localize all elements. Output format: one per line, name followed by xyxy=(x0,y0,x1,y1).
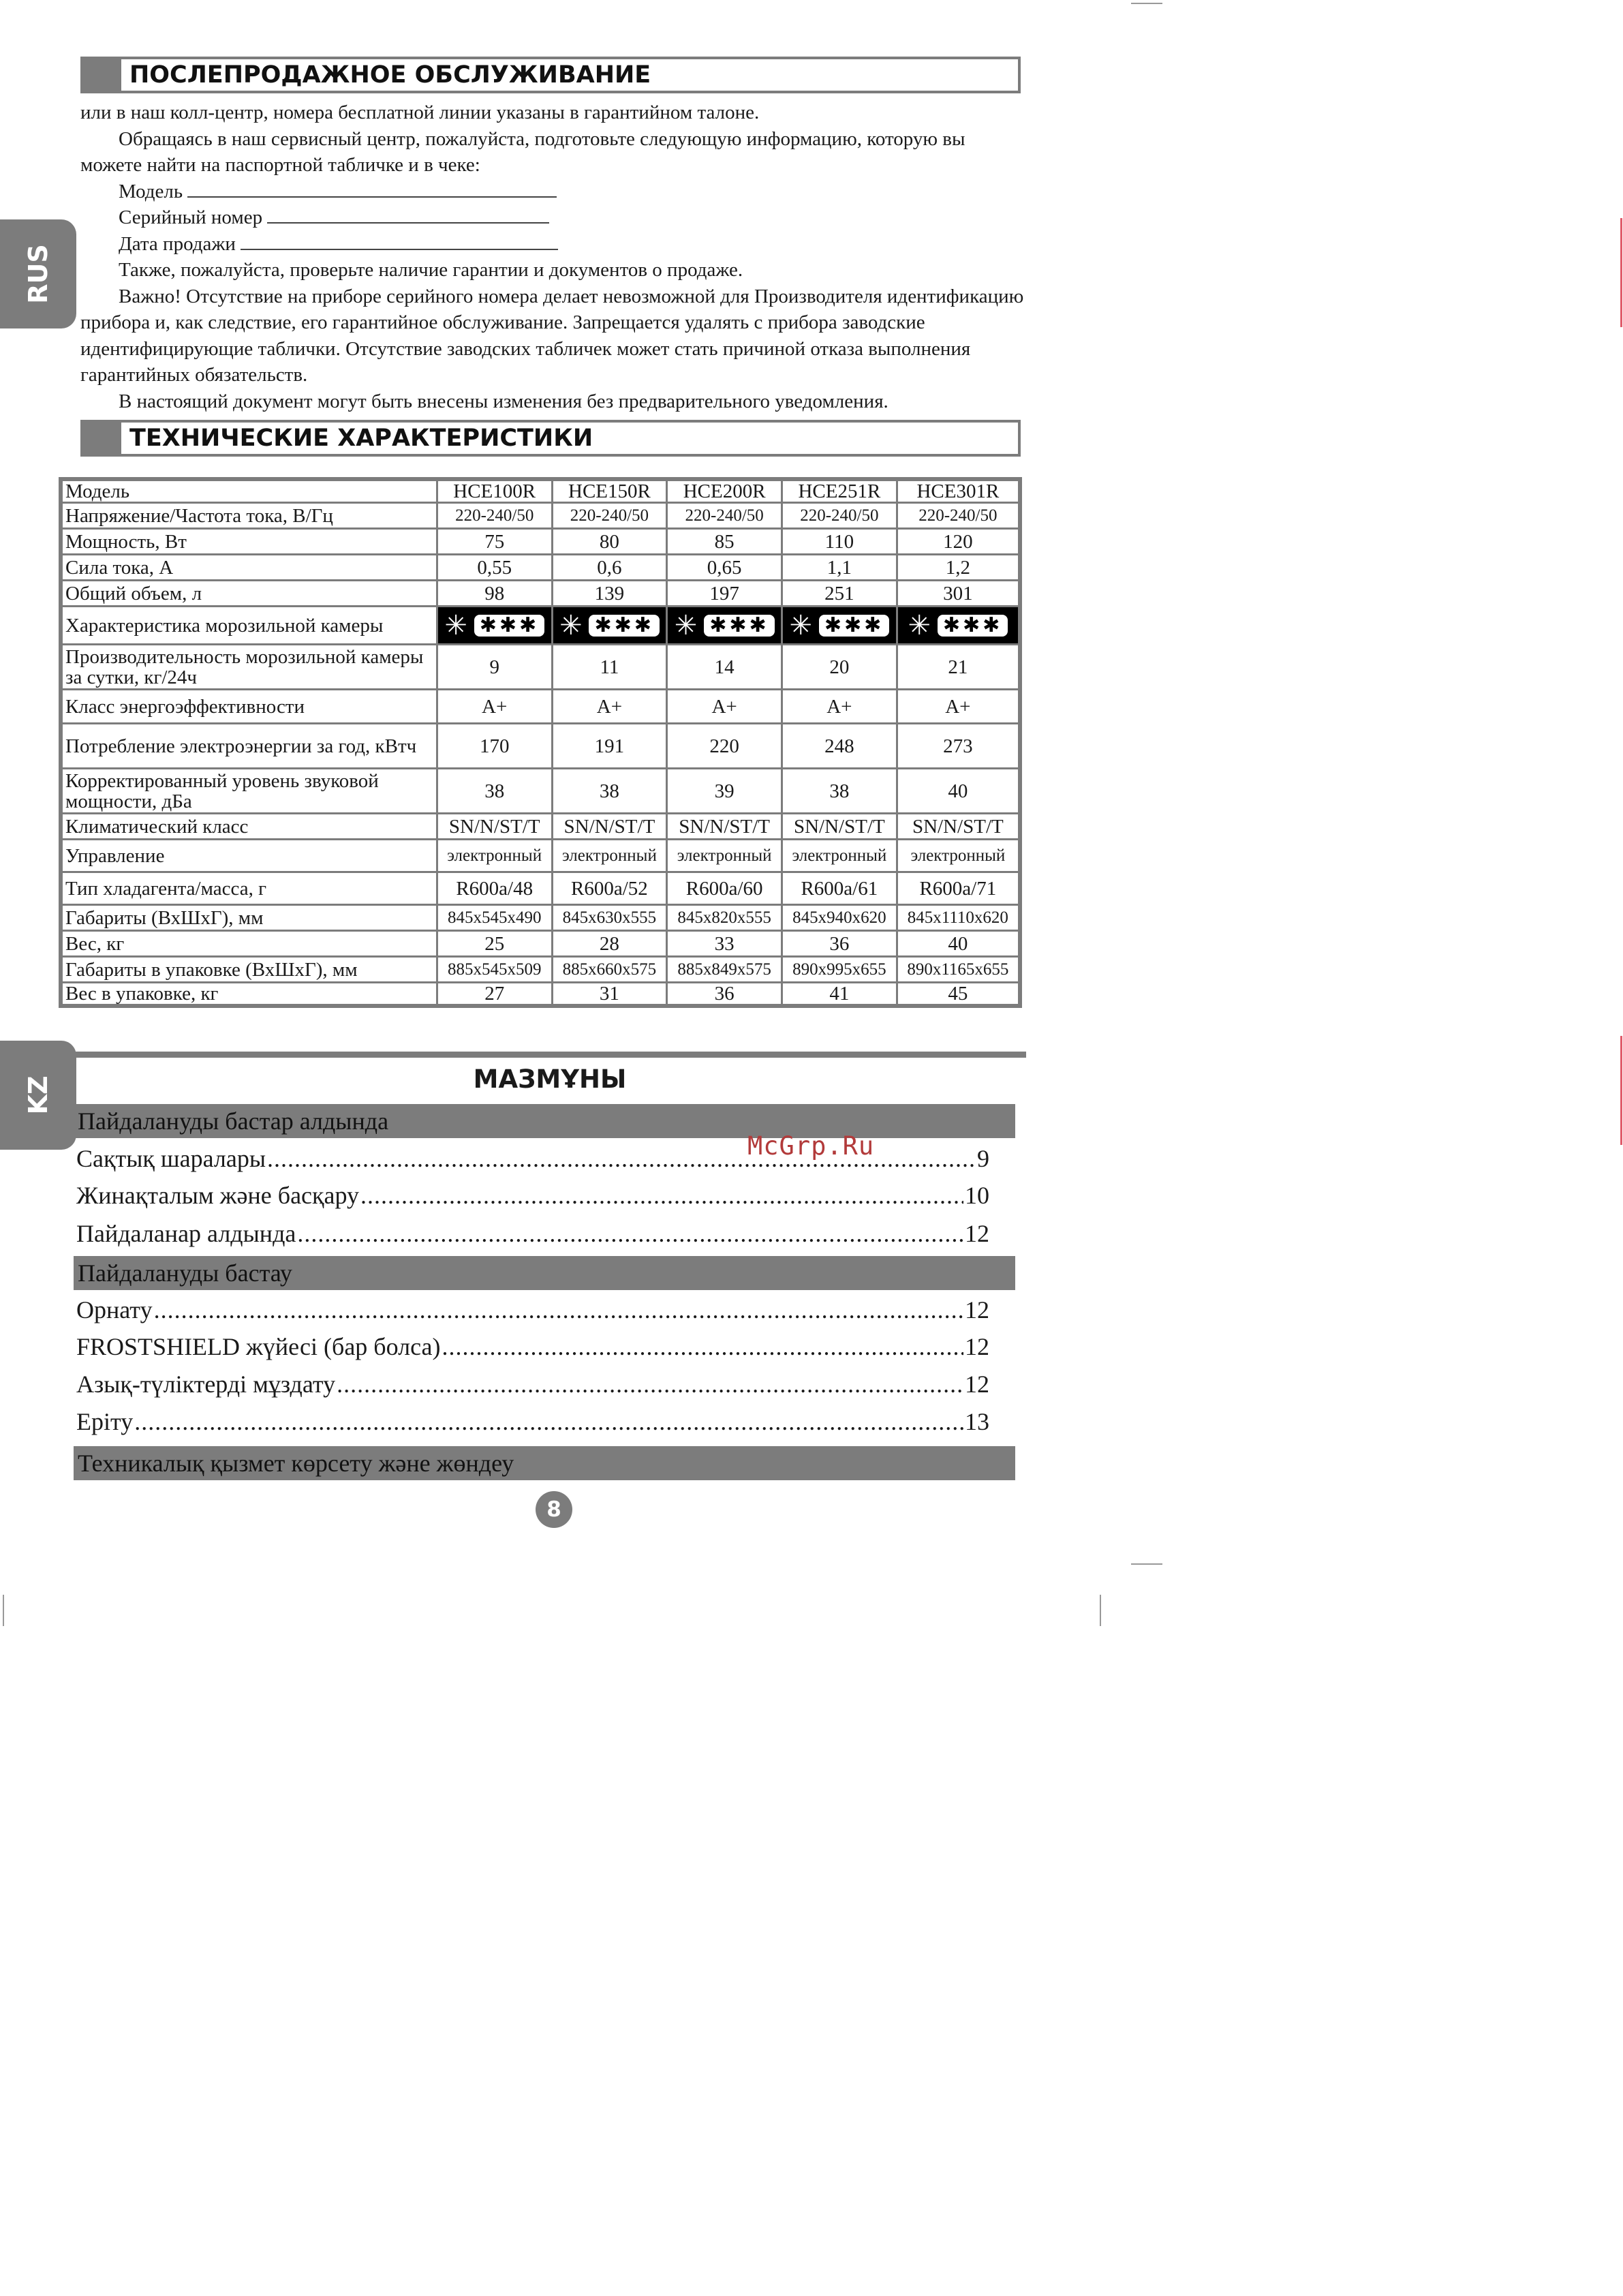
spec-label: Габариты в упаковке (ВхШхГ), мм xyxy=(61,957,437,983)
spec-value: 301 xyxy=(897,581,1020,607)
spec-row xyxy=(61,645,1020,690)
spec-label: Общий объем, л xyxy=(61,581,437,607)
spec-value: R600a/48 xyxy=(437,872,552,905)
spec-value: электронный xyxy=(437,840,552,872)
spec-value: 139 xyxy=(552,581,667,607)
freezer-star-rating xyxy=(667,607,782,645)
spec-row xyxy=(61,872,1020,905)
spec-row xyxy=(61,555,1020,581)
paragraph: Обращаясь в наш сервисный центр, пожалуйста, подготовьте следующую информацию, которую вы можете найти на паспортной табличке и в чеке: xyxy=(80,127,965,176)
crop-mark xyxy=(3,1595,4,1626)
spec-value: R600a/52 xyxy=(552,872,667,905)
spec-row xyxy=(61,983,1020,1007)
spec-value: 38 xyxy=(552,769,667,814)
spec-value: HCE301R xyxy=(897,479,1020,503)
spec-value: SN/N/ST/T xyxy=(552,814,667,840)
spec-value: 25 xyxy=(437,931,552,957)
spec-value: 45 xyxy=(897,983,1020,1007)
spec-value: 0,6 xyxy=(552,555,667,581)
spec-value: SN/N/ST/T xyxy=(667,814,782,840)
snowflake-icon: ✳ xyxy=(444,609,467,641)
spec-label: Потребление электроэнергии за год, кВтч xyxy=(61,724,437,769)
spec-value: R600a/61 xyxy=(782,872,897,905)
section-title: ТЕХНИЧЕСКИЕ ХАРАКТЕРИСТИКИ xyxy=(129,425,593,452)
spec-value: 273 xyxy=(897,724,1020,769)
spec-value: 220-240/50 xyxy=(437,503,552,529)
language-tab-rus xyxy=(0,219,76,328)
snowflake-icon: ✳ xyxy=(674,609,698,641)
spec-label: Вес в упаковке, кг xyxy=(61,983,437,1007)
section-heading-specs xyxy=(80,420,1021,457)
freezer-star-rating xyxy=(782,607,897,645)
spec-value: 75 xyxy=(437,529,552,555)
spec-value: A+ xyxy=(552,690,667,724)
three-star-icon: ✱✱✱ xyxy=(819,615,889,637)
spec-value: 248 xyxy=(782,724,897,769)
paragraph: Важно! Отсутствие на приборе серийного номера делает невозможной для Производителя идентификацию прибора и, как следствие, его гарантийное обслуживание. Запрещается удалять с прибора заводские идентифицирующие таблички. Отсутствие заводских табличек может стать причиной отказа выполнения гарантийных обязательств. xyxy=(80,285,1024,386)
spec-value: 251 xyxy=(782,581,897,607)
spec-value: 36 xyxy=(667,983,782,1007)
spec-table xyxy=(59,477,1022,1008)
spec-value: 38 xyxy=(437,769,552,814)
spec-value: 220-240/50 xyxy=(667,503,782,529)
spec-value: 14 xyxy=(667,645,782,690)
toc-title: МАЗМҰНЫ xyxy=(473,1065,627,1094)
section-divider xyxy=(74,1052,1026,1058)
spec-value: A+ xyxy=(667,690,782,724)
spec-value: 38 xyxy=(782,769,897,814)
spec-value: A+ xyxy=(782,690,897,724)
spec-value: 36 xyxy=(782,931,897,957)
spec-label: Габариты (ВхШхГ), мм xyxy=(61,905,437,931)
heading-block xyxy=(83,423,121,454)
spec-label: Класс энергоэффективности xyxy=(61,690,437,724)
spec-value: 21 xyxy=(897,645,1020,690)
spec-value: 845x1110x620 xyxy=(897,905,1020,931)
spec-label: Вес, кг xyxy=(61,931,437,957)
paragraph: или в наш колл-центр, номера бесплатной линии указаны в гарантийном талоне. xyxy=(80,102,760,123)
spec-value: 40 xyxy=(897,769,1020,814)
spec-row xyxy=(61,607,1020,645)
spec-label: Производительность морозильной камеры за сутки, кг/24ч xyxy=(61,645,437,690)
snowflake-icon: ✳ xyxy=(908,609,931,641)
freezer-star-rating xyxy=(897,607,1020,645)
toc-item[interactable]: Сақтық шаралары ..... 9 xyxy=(76,1144,989,1174)
spec-row xyxy=(61,690,1020,724)
spec-value: 80 xyxy=(552,529,667,555)
spec-value: 0,55 xyxy=(437,555,552,581)
spec-value: 890x1165x655 xyxy=(897,957,1020,983)
three-star-icon: ✱✱✱ xyxy=(589,615,659,637)
spec-value: SN/N/ST/T xyxy=(437,814,552,840)
spec-row xyxy=(61,724,1020,769)
spec-value: 845x545x490 xyxy=(437,905,552,931)
crop-mark xyxy=(1100,1595,1101,1626)
spec-row xyxy=(61,503,1020,529)
spec-label: Характеристика морозильной камеры xyxy=(61,607,437,645)
spec-value: HCE200R xyxy=(667,479,782,503)
spec-value: электронный xyxy=(897,840,1020,872)
spec-value: 220 xyxy=(667,724,782,769)
crop-mark xyxy=(1620,1036,1622,1145)
freezer-star-rating xyxy=(437,607,552,645)
spec-value: 890x995x655 xyxy=(782,957,897,983)
spec-value: 98 xyxy=(437,581,552,607)
section-heading-after-sales xyxy=(80,57,1021,93)
three-star-icon: ✱✱✱ xyxy=(474,615,544,637)
spec-label: Климатический класс xyxy=(61,814,437,840)
spec-row xyxy=(61,581,1020,607)
spec-value: A+ xyxy=(437,690,552,724)
spec-value: 120 xyxy=(897,529,1020,555)
section-title: ПОСЛЕПРОДАЖНОЕ ОБСЛУЖИВАНИЕ xyxy=(129,61,651,89)
spec-row xyxy=(61,529,1020,555)
toc-section-band: Техникалық қызмет көрсету және жөндеу xyxy=(74,1446,1015,1480)
spec-value: 885x849x575 xyxy=(667,957,782,983)
spec-value: 11 xyxy=(552,645,667,690)
spec-value: электронный xyxy=(552,840,667,872)
paragraph: В настоящий документ могут быть внесены изменения без предварительного уведомления. xyxy=(119,390,888,412)
spec-value: 33 xyxy=(667,931,782,957)
spec-label: Модель xyxy=(61,479,437,503)
spec-row xyxy=(61,814,1020,840)
toc-section-band: Пайдалануды бастар алдында xyxy=(74,1104,1015,1138)
spec-value: 40 xyxy=(897,931,1020,957)
spec-value: SN/N/ST/T xyxy=(782,814,897,840)
spec-value: 220-240/50 xyxy=(552,503,667,529)
crop-mark xyxy=(1620,218,1622,327)
spec-value: 85 xyxy=(667,529,782,555)
spec-value: HCE100R xyxy=(437,479,552,503)
spec-value: 39 xyxy=(667,769,782,814)
three-star-icon: ✱✱✱ xyxy=(704,615,774,637)
spec-row xyxy=(61,905,1020,931)
spec-value: 191 xyxy=(552,724,667,769)
toc-item[interactable]: Азық-түліктерді мұздату ..... 12 xyxy=(76,1369,989,1399)
spec-value: 170 xyxy=(437,724,552,769)
spec-value: 0,65 xyxy=(667,555,782,581)
spec-label: Тип хладагента/масса, г xyxy=(61,872,437,905)
spec-value: 9 xyxy=(437,645,552,690)
paragraph: Также, пожалуйста, проверьте наличие гарантии и документов о продаже. xyxy=(119,259,743,281)
spec-value: 31 xyxy=(552,983,667,1007)
spec-value: 1,1 xyxy=(782,555,897,581)
spec-value: 41 xyxy=(782,983,897,1007)
spec-value: электронный xyxy=(782,840,897,872)
toc-item[interactable]: FROSTSHIELD жүйесі (бар болса) ..... 12 xyxy=(76,1332,989,1362)
spec-label: Управление xyxy=(61,840,437,872)
spec-value: 845x940x620 xyxy=(782,905,897,931)
field-line-model: Модель xyxy=(80,179,1027,205)
spec-value: 885x660x575 xyxy=(552,957,667,983)
page-number: 8 xyxy=(536,1491,572,1528)
crop-mark xyxy=(1131,1563,1162,1565)
heading-block xyxy=(83,59,121,91)
spec-value: 1,2 xyxy=(897,555,1020,581)
spec-value: 845x820x555 xyxy=(667,905,782,931)
language-tab-label: KZ xyxy=(23,1075,53,1115)
spec-label: Напряжение/Частота тока, В/Гц xyxy=(61,503,437,529)
field-line-date: Дата продажи xyxy=(80,231,1027,258)
toc-item[interactable]: Пайдаланар алдында ..... 12 xyxy=(76,1219,989,1249)
spec-value: 197 xyxy=(667,581,782,607)
snowflake-icon: ✳ xyxy=(789,609,812,641)
toc-item[interactable]: Орнату ..... 12 xyxy=(76,1295,989,1325)
freezer-star-rating xyxy=(552,607,667,645)
spec-value: 20 xyxy=(782,645,897,690)
crop-mark xyxy=(1131,3,1162,4)
spec-value: 27 xyxy=(437,983,552,1007)
spec-value: R600a/60 xyxy=(667,872,782,905)
spec-value: 845x630x555 xyxy=(552,905,667,931)
spec-value: 885x545x509 xyxy=(437,957,552,983)
field-line-serial: Серийный номер xyxy=(80,204,1027,231)
language-tab-label: RUS xyxy=(23,244,53,304)
toc-section-band: Пайдалануды бастау xyxy=(74,1256,1015,1290)
spec-label: Корректированный уровень звуковой мощности, дБа xyxy=(61,769,437,814)
spec-value: электронный xyxy=(667,840,782,872)
spec-row xyxy=(61,957,1020,983)
spec-value: R600a/71 xyxy=(897,872,1020,905)
toc-item[interactable]: Еріту ..... 13 xyxy=(76,1407,989,1437)
spec-value: 220-240/50 xyxy=(897,503,1020,529)
spec-label: Сила тока, А xyxy=(61,555,437,581)
snowflake-icon: ✳ xyxy=(559,609,583,641)
spec-value: HCE251R xyxy=(782,479,897,503)
spec-label: Мощность, Вт xyxy=(61,529,437,555)
spec-row xyxy=(61,840,1020,872)
language-tab-kz xyxy=(0,1041,76,1150)
after-sales-text xyxy=(80,100,1027,414)
spec-value: A+ xyxy=(897,690,1020,724)
spec-value: SN/N/ST/T xyxy=(897,814,1020,840)
spec-row xyxy=(61,479,1020,503)
spec-value: 110 xyxy=(782,529,897,555)
watermark: McGrp.Ru xyxy=(747,1131,875,1161)
spec-value: 220-240/50 xyxy=(782,503,897,529)
spec-value: 28 xyxy=(552,931,667,957)
spec-row xyxy=(61,931,1020,957)
spec-row xyxy=(61,769,1020,814)
toc-item[interactable]: Жинақталым және басқару ..... 10 xyxy=(76,1180,989,1210)
spec-value: HCE150R xyxy=(552,479,667,503)
three-star-icon: ✱✱✱ xyxy=(938,615,1008,637)
